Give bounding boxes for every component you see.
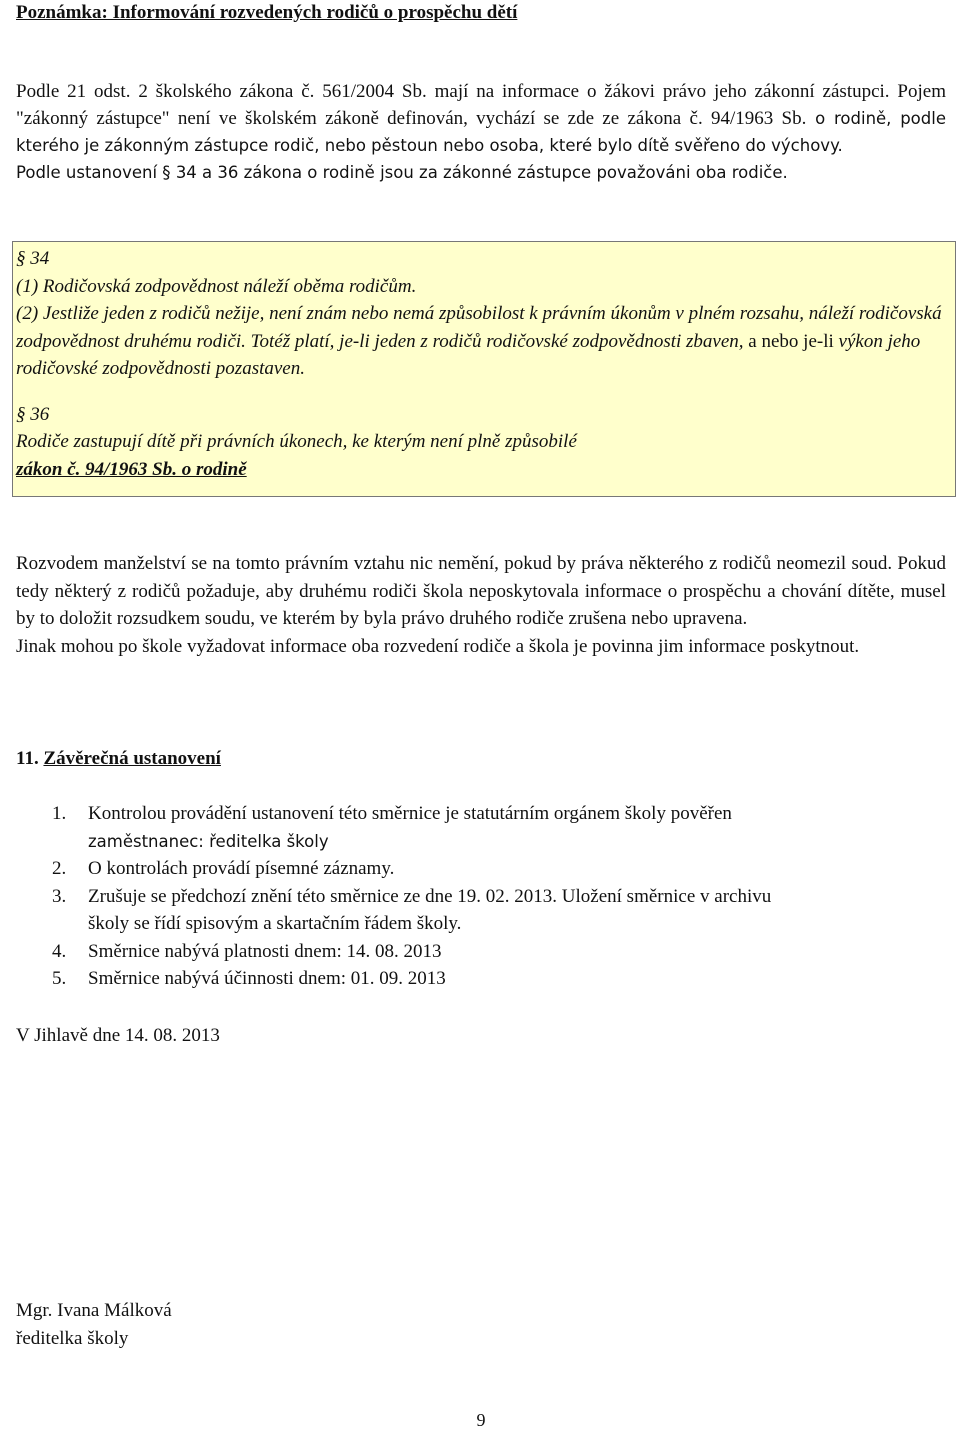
law-citation: zákon č. 94/1963 Sb. o rodině (16, 458, 247, 480)
list-item: 5. Směrnice nabývá účinnosti dnem: 01. 09. 2013 (52, 968, 446, 989)
law-34-para-1: (1) Rodičovská zodpovědnost náleží oběma rodičům. (16, 275, 417, 297)
divorce-paragraph-1: Rozvodem manželství se na tomto právním vztahu nic nemění, pokud by práva některého z rodičů neomezil soud. Pokud tedy některý z rodičů požaduje, aby druhému rodiči škola neposkytovala informace o prospěchu a chování dítěte, musel by to doložit rozsudkem soudu, ve kterém by byla právo druhého rodiče zrušena nebo upravena. (16, 553, 946, 629)
signatory-role: ředitelka školy (16, 1328, 129, 1349)
divorce-text (16, 550, 946, 660)
provisions-list (52, 800, 946, 993)
section-sign: § (16, 248, 26, 269)
list-item: 3. Zrušuje se předchozí znění této směrnice ze dne 19. 02. 2013. Uložení směrnice v archivu školy se řídí spisovým a skartačním řádem školy. (52, 885, 772, 934)
intro-text (16, 78, 946, 186)
page-title: Poznámka: Informování rozvedených rodičů o prospěchu dětí (16, 2, 518, 23)
section-sign: § (157, 163, 176, 182)
date-line: V Jihlavě dne 14. 08. 2013 (16, 1025, 220, 1046)
law-34-para-2: (2) Jestliže jeden z rodičů nežije, není znám nebo nemá způsobilost k právním úkonům v plném rozsahu, náleží rodičovská zodpovědnost druhému rodiči. Totéž platí, je-li jeden z rodičů rodičovské zodpovědnosti zbaven, a nebo je-li výkon jeho rodičovské zodpovědnosti pozastaven. (16, 303, 942, 379)
spacer (16, 383, 955, 401)
intro-paragraph-1: Podle 21 odst. 2 školského zákona č. 561/2004 Sb. mají na informace o žákovi právo jeho zákonní zástupci. Pojem "zákonný zástupce" není ve školském zákoně definován, vychází se zde ze zákona č. 94/1963 Sb. o rodině, podle kterého je zákonným zástupce rodič, nebo pěstoun nebo osoba, které bylo dítě svěřeno do výchovy. (16, 81, 946, 155)
law-section-36: § 36 (16, 403, 50, 425)
page-number: 9 (476, 1410, 486, 1430)
law-section-34: § 34 (16, 248, 50, 269)
section-sign: § (16, 403, 26, 425)
law-36-text: Rodiče zastupují dítě při právních úkonech, ke kterým není plně způsobilé (16, 431, 577, 452)
intro-paragraph-2: Podle ustanovení § 34 a 36 zákona o rodině jsou za zákonné zástupce považováni oba rodiče. (16, 163, 788, 182)
list-item: 2. O kontrolách provádí písemné záznamy. (52, 858, 395, 879)
list-item: 4. Směrnice nabývá platnosti dnem: 14. 08. 2013 (52, 940, 442, 962)
list-item: 1. Kontrolou provádění ustanovení této směrnice je statutárním orgánem školy pověřen zaměstnanec: ředitelka školy (52, 803, 732, 851)
section-heading: 11. Závěrečná ustanovení (16, 748, 221, 769)
law-quote-box (12, 241, 956, 497)
signature-block (16, 1297, 172, 1353)
signatory-name: Mgr. Ivana Málková (16, 1300, 172, 1321)
divorce-paragraph-2: Jinak mohou po škole vyžadovat informace oba rozvedení rodiče a škola je povinna jim informace poskytnout. (16, 635, 860, 657)
